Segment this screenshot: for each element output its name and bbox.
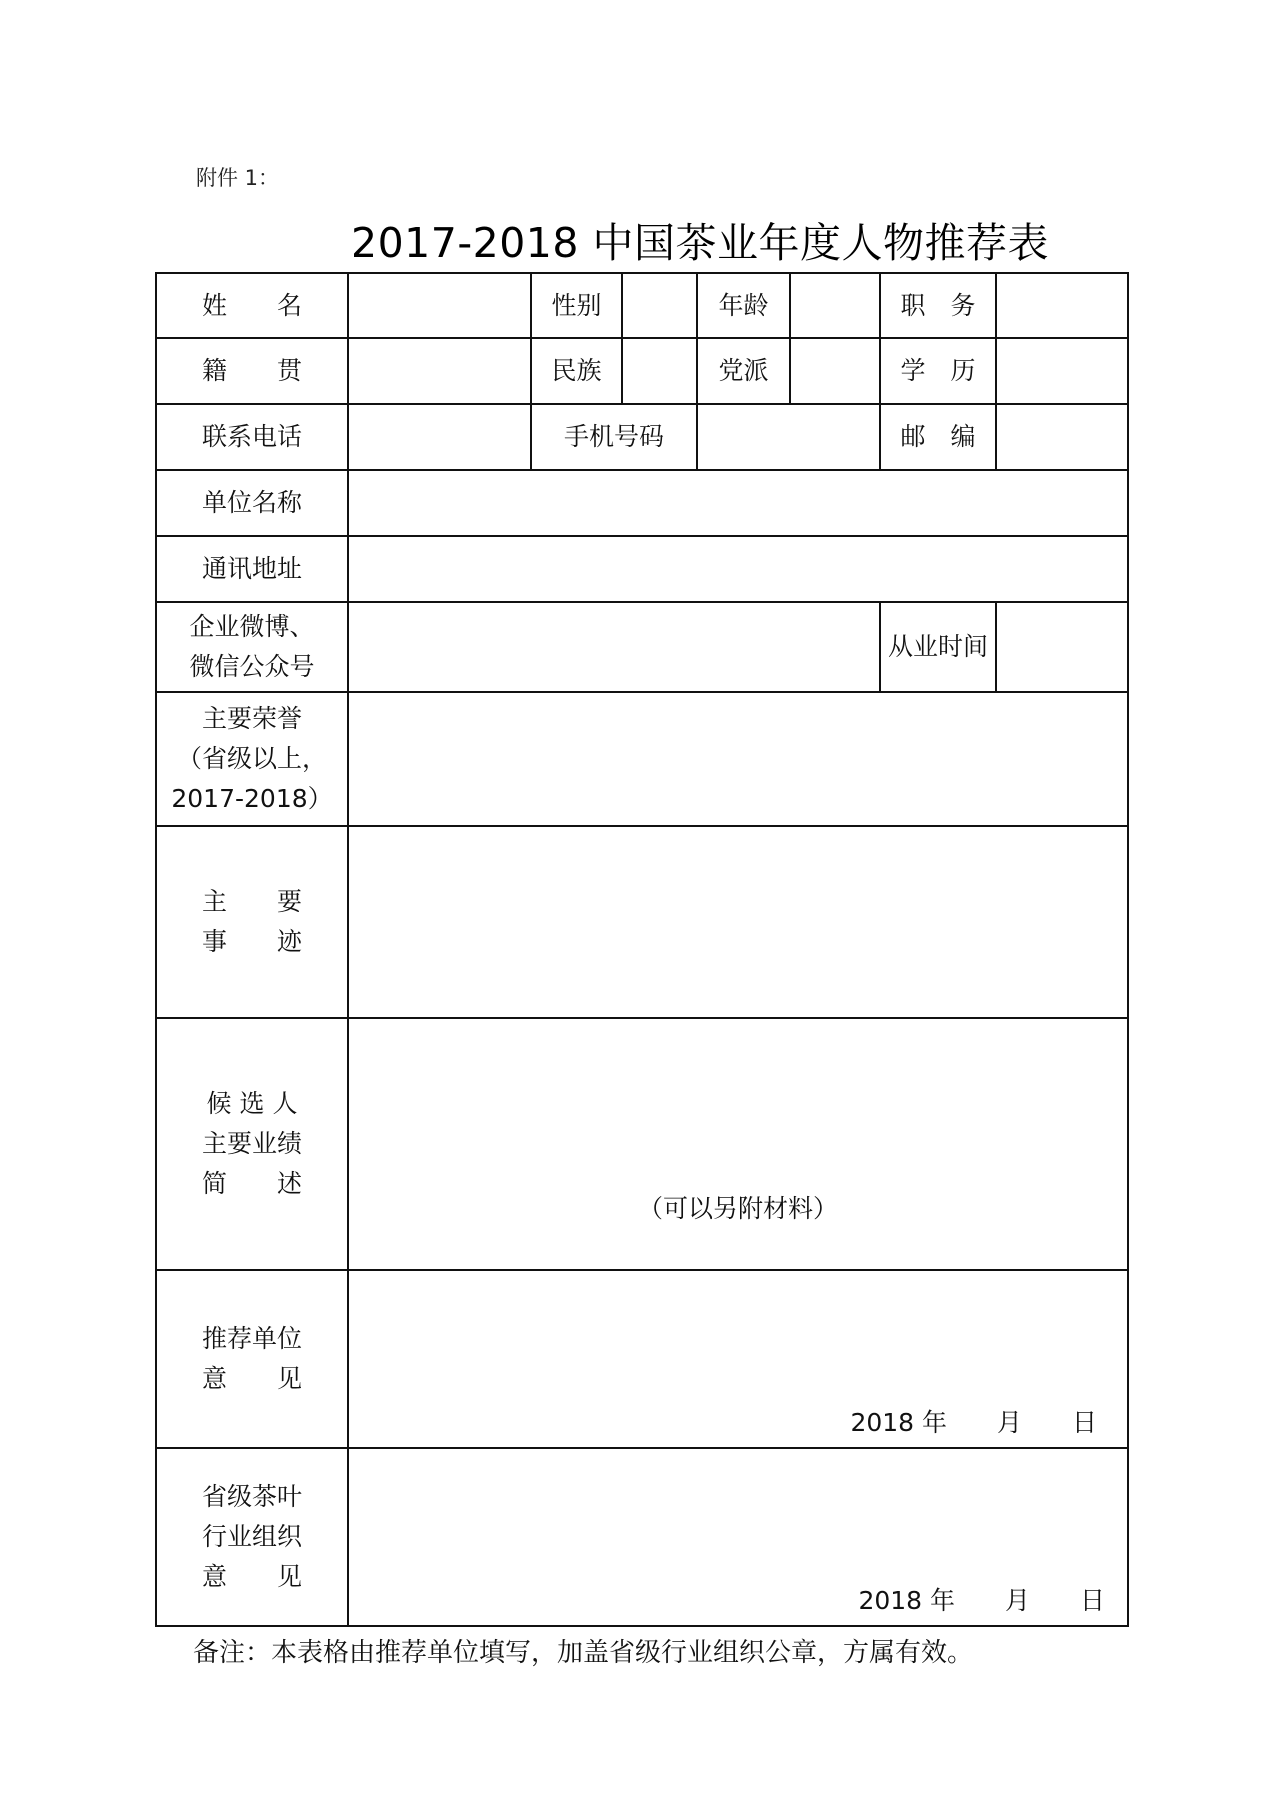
label-party: 党派: [697, 338, 790, 404]
label-recommender-line1: 推荐单位: [201, 1324, 302, 1353]
label-phone: 联系电话: [156, 404, 348, 470]
provincial-date: 2018 年 月 日: [858, 1586, 1106, 1615]
input-native-place[interactable]: [348, 338, 531, 404]
label-provincial-line1: 省级茶叶: [201, 1482, 302, 1511]
input-education[interactable]: [996, 338, 1128, 404]
label-deeds: [156, 826, 348, 1018]
input-mobile[interactable]: [697, 404, 880, 470]
label-deeds-line1: 主 要: [201, 887, 302, 916]
input-unit-name[interactable]: [348, 470, 1128, 536]
form-row-basic-2: [156, 338, 1128, 404]
form-row-recommender-opinion: [156, 1270, 1128, 1448]
label-achievements-line1: 候 选 人: [206, 1089, 298, 1118]
label-address: 通讯地址: [156, 536, 348, 602]
label-social-line2: 微信公众号: [189, 652, 315, 681]
label-postcode: 邮 编: [880, 404, 996, 470]
label-name: 姓 名: [156, 273, 348, 338]
label-social: [156, 602, 348, 692]
label-position: 职 务: [880, 273, 996, 338]
input-position[interactable]: [996, 273, 1128, 338]
recommendation-form-table: [155, 272, 1129, 1627]
label-deeds-line2: 事 迹: [201, 927, 302, 956]
input-gender[interactable]: [622, 273, 697, 338]
input-ethnicity[interactable]: [622, 338, 697, 404]
input-deeds[interactable]: [348, 826, 1128, 1018]
footer-remark: 备注：本表格由推荐单位填写，加盖省级行业组织公章，方属有效。: [193, 1638, 974, 1668]
attachment-label: 附件 1：: [196, 166, 280, 190]
input-years-in-industry[interactable]: [996, 602, 1128, 692]
label-ethnicity: 民族: [531, 338, 622, 404]
label-years-in-industry: 从业时间: [880, 602, 996, 692]
label-age: 年龄: [697, 273, 790, 338]
label-provincial-line2: 行业组织: [201, 1522, 302, 1551]
input-phone[interactable]: [348, 404, 531, 470]
input-provincial-opinion[interactable]: [348, 1448, 1128, 1626]
label-unit-name: 单位名称: [156, 470, 348, 536]
input-achievements[interactable]: [348, 1018, 1128, 1270]
form-row-honors: [156, 692, 1128, 826]
form-row-basic-1: [156, 273, 1128, 338]
label-achievements: [156, 1018, 348, 1270]
label-social-line1: 企业微博、: [189, 612, 315, 641]
page-title: 2017-2018 中国茶业年度人物推荐表: [350, 219, 1049, 267]
label-honors-line3: 2017-2018）: [171, 784, 333, 813]
label-honors-line2: （省级以上，: [176, 744, 327, 773]
label-provincial-opinion: [156, 1448, 348, 1626]
label-honors-line1: 主要荣誉: [201, 704, 302, 733]
form-row-address: [156, 536, 1128, 602]
label-achievements-line3: 简 述: [201, 1169, 302, 1198]
input-name[interactable]: [348, 273, 531, 338]
label-recommender-opinion: [156, 1270, 348, 1448]
input-address[interactable]: [348, 536, 1128, 602]
form-row-deeds: [156, 826, 1128, 1018]
label-education: 学 历: [880, 338, 996, 404]
form-row-achievements: [156, 1018, 1128, 1270]
form-row-unit-name: [156, 470, 1128, 536]
label-achievements-line2: 主要业绩: [201, 1129, 302, 1158]
label-gender: 性别: [531, 273, 622, 338]
label-honors: [156, 692, 348, 826]
input-social[interactable]: [348, 602, 880, 692]
label-native-place: 籍 贯: [156, 338, 348, 404]
input-age[interactable]: [790, 273, 880, 338]
input-postcode[interactable]: [996, 404, 1128, 470]
achievements-note: （可以另附材料）: [638, 1194, 839, 1223]
label-mobile: 手机号码: [531, 404, 697, 470]
form-row-social: [156, 602, 1128, 692]
form-row-contact: [156, 404, 1128, 470]
label-provincial-line3: 意 见: [201, 1562, 302, 1591]
label-recommender-line2: 意 见: [201, 1364, 302, 1393]
input-recommender-opinion[interactable]: [348, 1270, 1128, 1448]
input-honors[interactable]: [348, 692, 1128, 826]
recommender-date: 2018 年 月 日: [850, 1408, 1098, 1437]
input-party[interactable]: [790, 338, 880, 404]
form-row-provincial-opinion: [156, 1448, 1128, 1626]
